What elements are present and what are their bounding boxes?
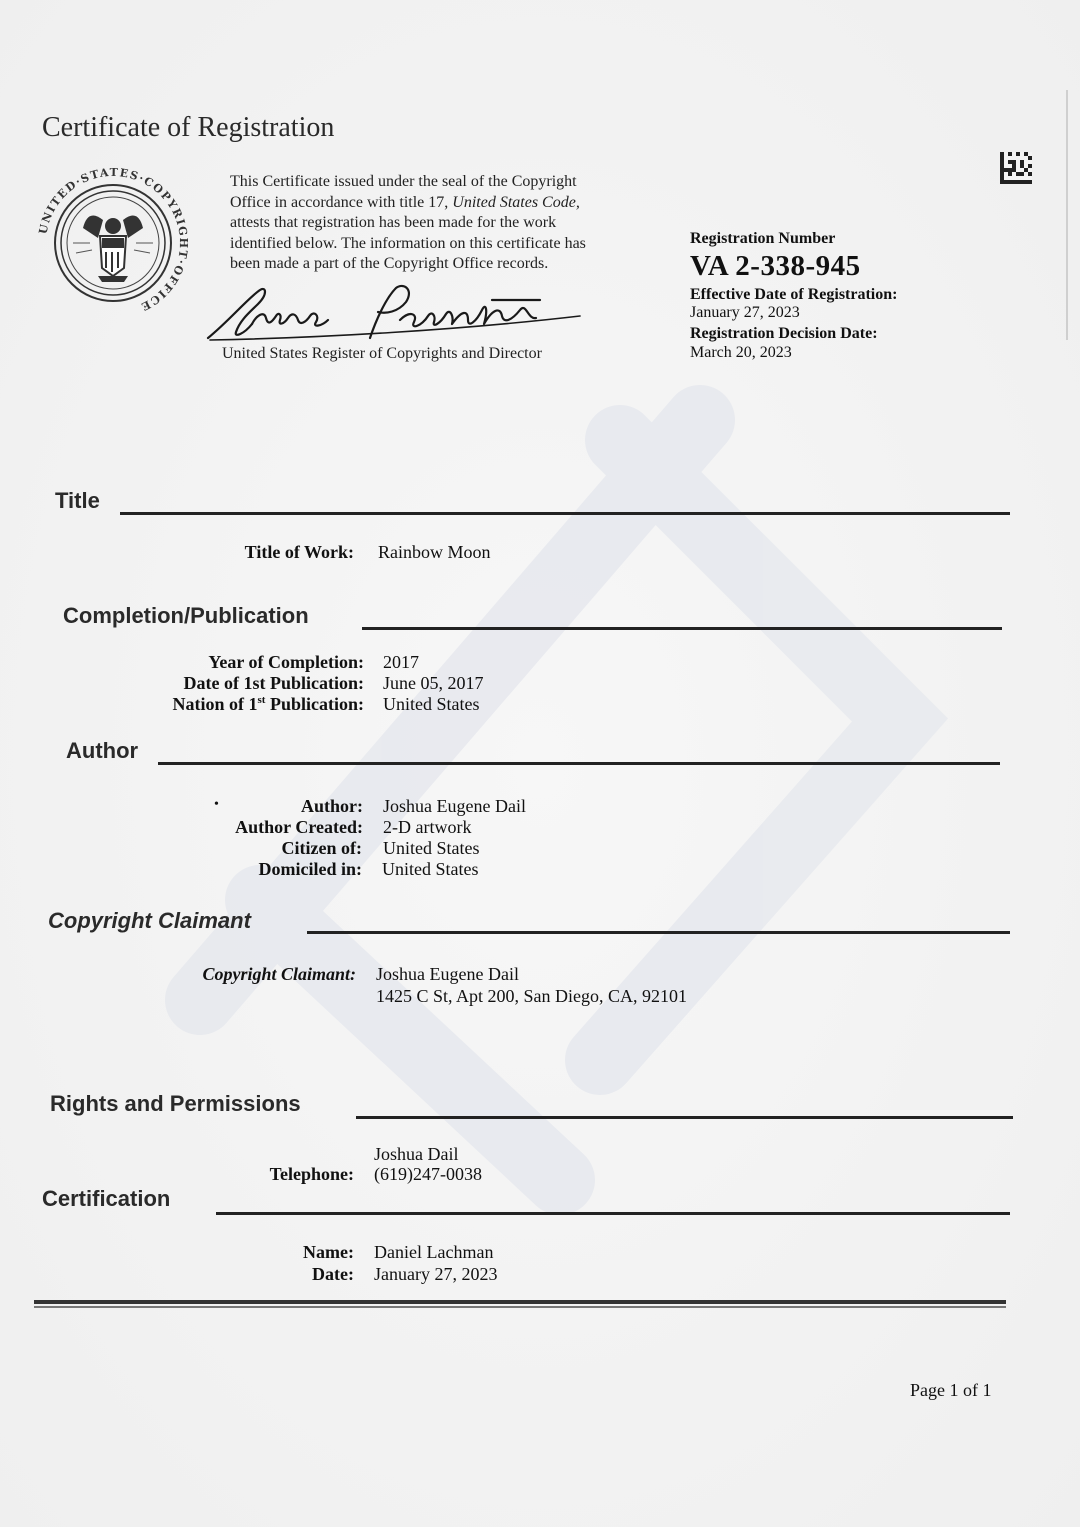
intro-line-2: Office in accordance with title 17, United States Code, [230,193,580,211]
section-certification-heading: Certification [42,1186,171,1211]
citizen-of-value: United States [383,838,480,858]
rights-contact-name: Joshua Dail [374,1144,459,1164]
registration-number: VA 2-338-945 [690,250,861,282]
data-matrix-code-icon [1000,152,1032,184]
registration-number-label: Registration Number [690,230,836,247]
certification-date-label: Date: [312,1264,354,1284]
decision-date-label: Registration Decision Date: [690,325,878,342]
section-title-heading: Title [55,488,100,513]
author-bullet-icon: • [214,797,219,812]
copyright-claimant-label: Copyright Claimant: [202,964,356,984]
author-created-label: Author Created: [235,817,363,837]
title-of-work-value: Rainbow Moon [378,542,491,562]
section-title-rule [120,512,1010,515]
author-created-value: 2-D artwork [383,817,472,837]
section-certification-rule [216,1212,1010,1215]
intro-line-1: This Certificate issued under the seal of the Copyright [230,173,577,190]
seal-text: UNITED·STATES·COPYRIGHT·OFFICE [36,168,191,314]
year-of-completion-label: Year of Completion: [208,652,364,672]
certification-name-value: Daniel Lachman [374,1242,494,1262]
certificate-title: Certificate of Registration [42,112,335,143]
section-claimant-rule [307,931,1010,934]
nation-first-publication-label: Nation of 1st Publication: [172,694,364,714]
intro-line-4: identified below. The information on this certificate has [230,234,586,252]
copyright-office-seal-icon [28,168,198,318]
effective-date-value: January 27, 2023 [690,304,800,321]
title-of-work-label: Title of Work: [244,542,354,562]
author-label: Author: [301,796,363,816]
register-signature [200,280,590,345]
nation-first-publication-value: United States [383,694,480,714]
certification-date-value: January 27, 2023 [374,1264,498,1284]
page-number: Page 1 of 1 [910,1380,992,1400]
domiciled-in-value: United States [382,859,479,879]
date-first-publication-label: Date of 1st Publication: [183,673,364,693]
copyright-claimant-address: 1425 C St, Apt 200, San Diego, CA, 92101 [376,986,688,1006]
effective-date-label: Effective Date of Registration: [690,286,898,303]
domiciled-in-label: Domiciled in: [258,859,362,879]
decision-date-value: March 20, 2023 [690,344,792,361]
certificate-intro [230,172,640,275]
author-value: Joshua Eugene Dail [383,796,526,816]
section-author-rule [158,762,1000,765]
signature-caption: United States Register of Copyrights and Director [222,345,542,362]
date-first-publication-value: June 05, 2017 [383,673,484,693]
section-author-heading: Author [66,738,139,763]
citizen-of-label: Citizen of: [281,838,362,858]
footer-rule [34,1300,1006,1304]
section-rights-heading: Rights and Permissions [50,1091,301,1116]
intro-line-3: attests that registration has been made for the work [230,214,557,231]
year-of-completion-value: 2017 [383,652,419,672]
certification-name-label: Name: [303,1242,354,1262]
telephone-label: Telephone: [269,1164,354,1184]
telephone-value: (619)247-0038 [374,1164,482,1184]
footer-rule-secondary [34,1306,1006,1308]
scan-edge-mark [1066,90,1068,340]
copyright-claimant-name: Joshua Eugene Dail [376,964,519,984]
intro-line-5: been made a part of the Copyright Office records. [230,255,549,272]
section-completion-rule [362,627,1002,630]
section-completion-heading: Completion/Publication [63,603,309,628]
section-claimant-heading: Copyright Claimant [48,908,251,933]
section-rights-rule [356,1116,1013,1119]
intro-code: United States Code, [452,193,580,211]
